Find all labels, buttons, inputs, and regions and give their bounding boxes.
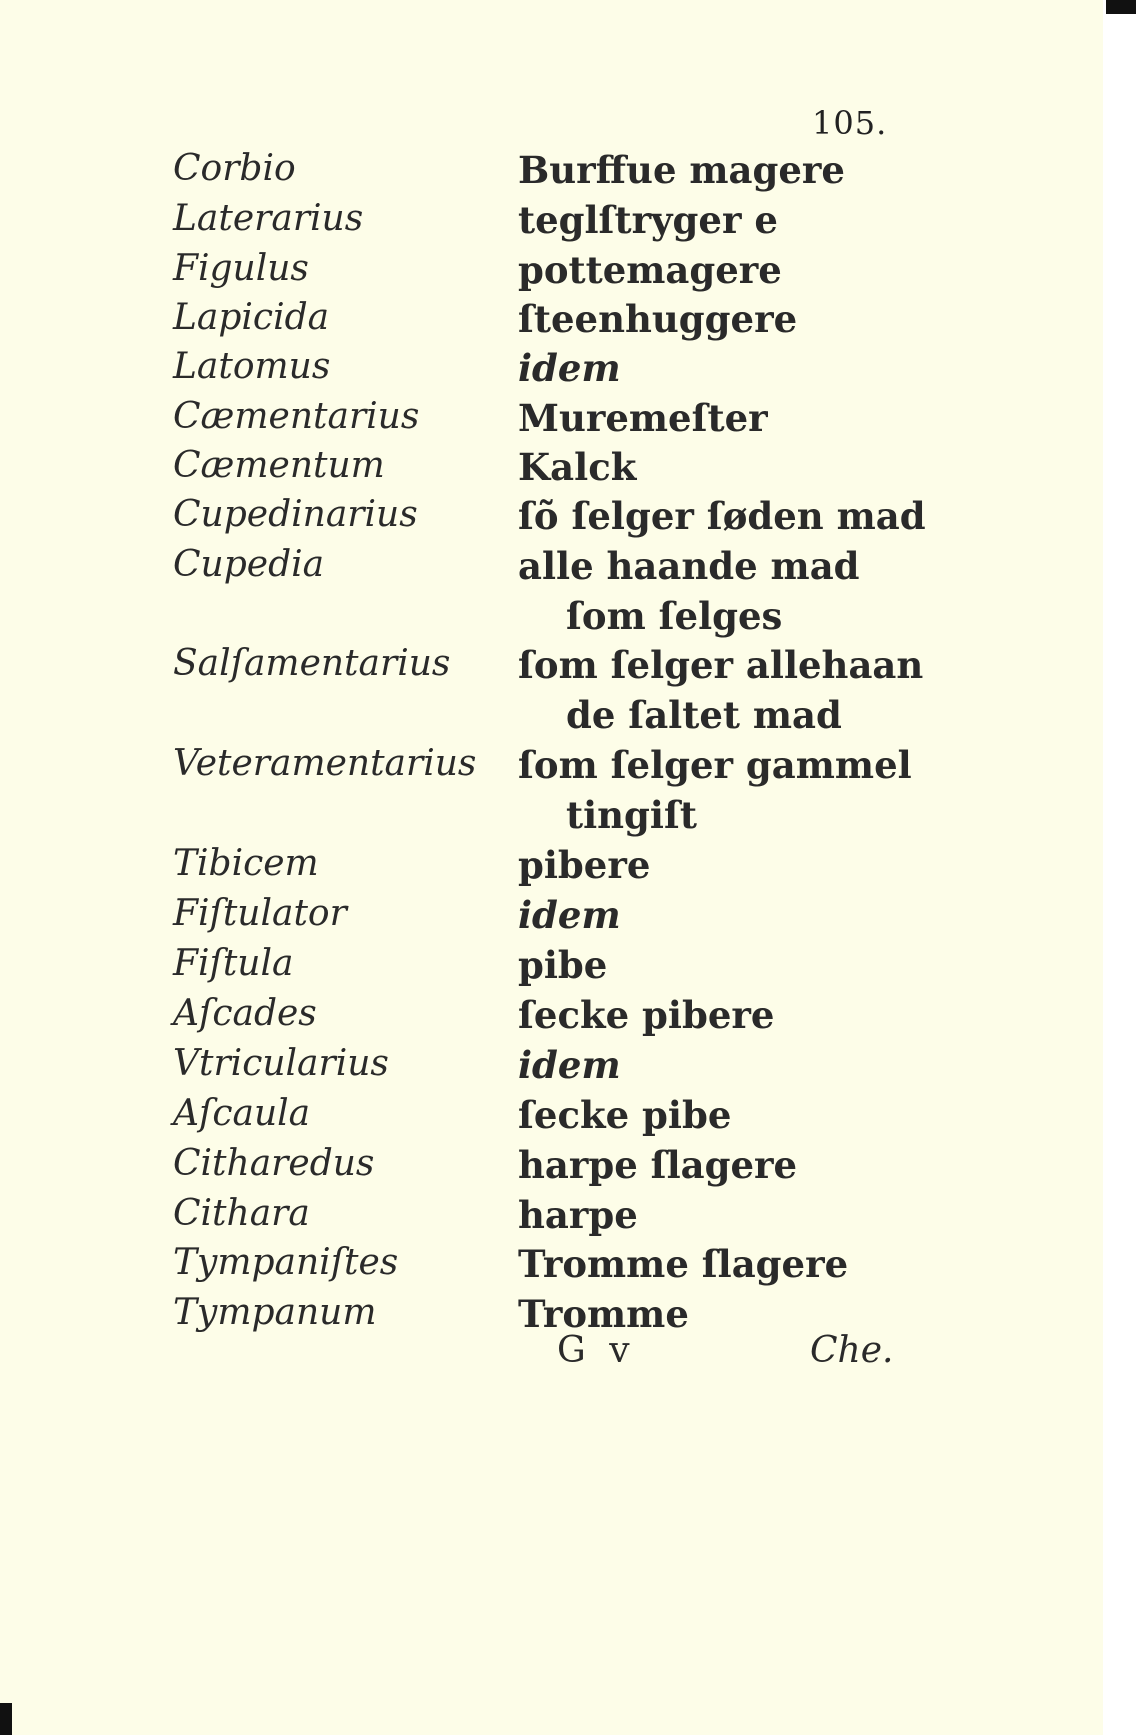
danish-translation-continued: de ſaltet mad [566,693,842,737]
danish-translation: ſom ſelger allehaan [518,643,924,687]
latin-term: Tibicem [173,843,319,884]
latin-term: Cithara [173,1193,310,1234]
danish-translation: ſecke pibere [518,993,775,1037]
danish-translation-continued: tingiſt [566,793,697,837]
latin-term: Aſcades [173,993,317,1034]
latin-term: Tympaniſtes [173,1242,399,1283]
danish-translation: ſteenhuggere [518,297,798,341]
scan-margin [1103,0,1136,1735]
latin-term: Citharedus [173,1143,375,1184]
latin-term: Figulus [173,248,309,289]
latin-term: Fiſtula [173,943,294,984]
latin-term: Lapicida [173,297,330,338]
danish-translation: Muremeſter [518,396,768,440]
danish-translation: teglſtryger e [518,198,778,242]
latin-term: Corbio [173,148,296,189]
danish-translation: idem [518,893,621,937]
danish-translation: pibere [518,843,651,887]
danish-translation: harpe ſlagere [518,1143,798,1187]
catchword: Che. [810,1330,894,1371]
latin-term: Vtricularius [173,1043,389,1084]
latin-term: Aſcaula [173,1093,311,1134]
latin-term: Latomus [173,346,331,387]
page-number: 105. [812,104,888,142]
danish-translation-continued: ſom ſelges [566,594,783,638]
danish-translation: ſõ ſelger ſøden mad [518,494,926,538]
latin-term: Cæmentum [173,445,385,486]
danish-translation: pibe [518,943,608,987]
latin-term: Veteramentarius [173,743,477,784]
signature-mark: G v [557,1330,636,1371]
danish-translation: harpe [518,1193,638,1237]
danish-translation: idem [518,1043,621,1087]
danish-translation: Kalck [518,445,637,489]
latin-term: Laterarius [173,198,364,239]
danish-translation: pottemagere [518,248,782,292]
danish-translation: idem [518,346,621,390]
scan-corner-mark [0,1703,12,1735]
danish-translation: ſecke pibe [518,1093,732,1137]
latin-term: Fiſtulator [173,893,347,934]
scan-corner-mark [1106,0,1136,14]
latin-term: Cupedinarius [173,494,418,535]
danish-translation: Tromme [518,1292,689,1336]
danish-translation: alle haande mad [518,544,860,588]
latin-term: Cupedia [173,544,325,585]
danish-translation: Tromme ſlagere [518,1242,849,1286]
danish-translation: Burffue magere [518,148,845,192]
latin-term: Salſamentarius [173,643,451,684]
latin-term: Cæmentarius [173,396,420,437]
latin-term: Tympanum [173,1292,377,1333]
danish-translation: ſom ſelger gammel [518,743,912,787]
